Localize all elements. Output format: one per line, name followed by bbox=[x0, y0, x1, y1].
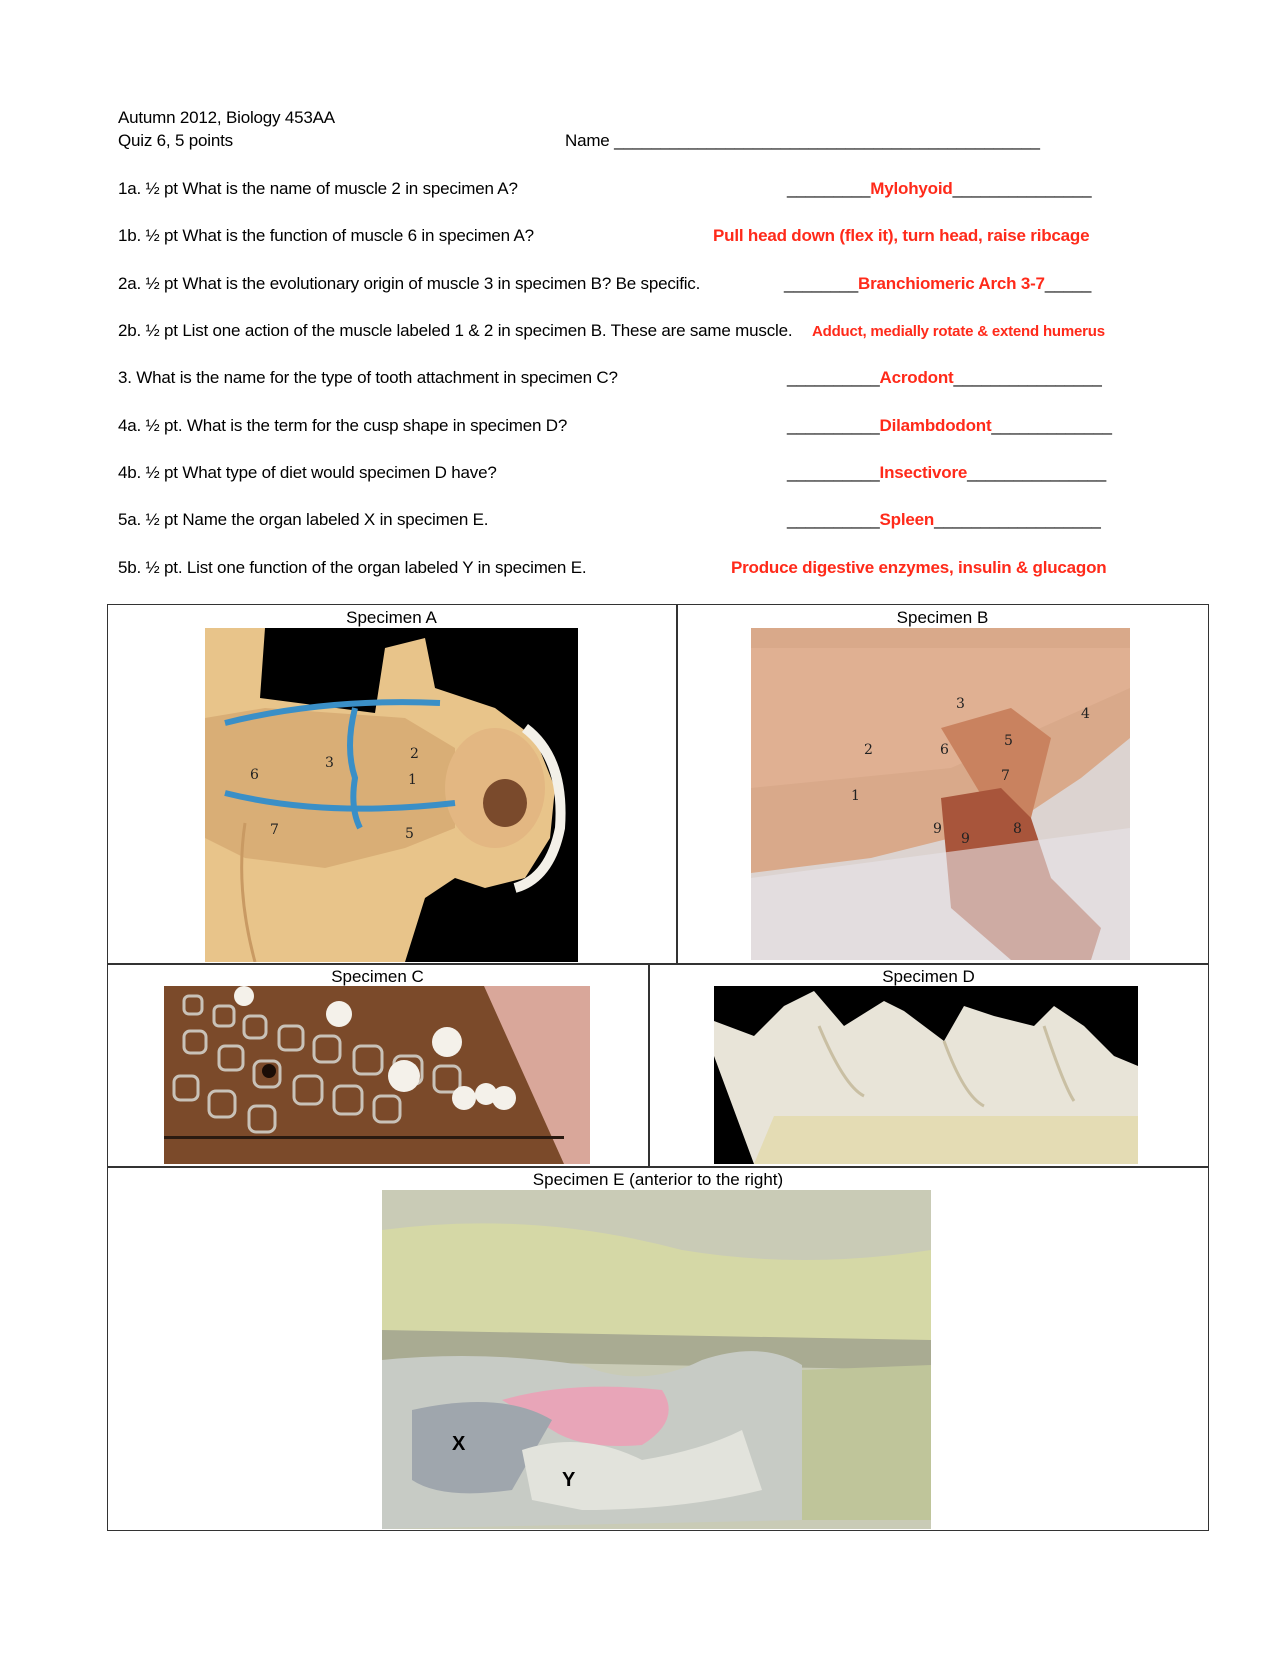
answer-2b: Adduct, medially rotate & extend humerus bbox=[812, 323, 1105, 340]
label-b-3: 3 bbox=[956, 696, 965, 712]
specimen-b-caption: Specimen B bbox=[896, 608, 989, 627]
abdominal-organs-illustration bbox=[382, 1190, 931, 1529]
answer-1b: Pull head down (flex it), turn head, raise ribcage bbox=[713, 226, 1090, 245]
answer-1a: _________Mylohyoid_______________ bbox=[787, 179, 1092, 198]
question-2b: 2b. ½ pt List one action of the muscle labeled 1 & 2 in specimen B. These are same muscle. bbox=[118, 321, 793, 340]
cat-shoulder-illustration bbox=[751, 628, 1130, 960]
question-3: 3. What is the name for the type of tooth attachment in specimen C? bbox=[118, 368, 618, 387]
jaw-teeth-illustration bbox=[164, 986, 590, 1164]
answer-4b: __________Insectivore_______________ bbox=[787, 463, 1106, 482]
question-5a: 5a. ½ pt Name the organ labeled X in specimen E. bbox=[118, 510, 489, 529]
answer-4a: __________Dilambdodont_____________ bbox=[787, 416, 1112, 435]
divider bbox=[648, 963, 650, 1168]
label-b-5: 5 bbox=[1004, 733, 1013, 749]
answer-5a: __________Spleen__________________ bbox=[787, 510, 1101, 529]
label-a-2: 2 bbox=[410, 746, 419, 762]
specimen-d-photo bbox=[714, 986, 1138, 1164]
specimen-e-caption: Specimen E (anterior to the right) bbox=[532, 1170, 784, 1189]
specimen-d-caption: Specimen D bbox=[882, 967, 975, 986]
specimen-c-photo bbox=[164, 986, 590, 1164]
question-5b: 5b. ½ pt. List one function of the organ labeled Y in specimen E. bbox=[118, 558, 587, 577]
quiz-title: Quiz 6, 5 points bbox=[118, 131, 233, 150]
answer-3: __________Acrodont________________ bbox=[787, 368, 1102, 387]
label-b-4: 4 bbox=[1081, 706, 1090, 722]
answer-2a: ________Branchiomeric Arch 3-7_____ bbox=[784, 274, 1092, 293]
label-b-9: 9 bbox=[933, 821, 942, 837]
specimen-b-photo bbox=[751, 628, 1130, 960]
specimen-e-photo bbox=[382, 1190, 931, 1529]
label-b-6: 6 bbox=[940, 742, 949, 758]
question-1a: 1a. ½ pt What is the name of muscle 2 in specimen A? bbox=[118, 179, 518, 198]
specimen-a-photo bbox=[205, 628, 578, 962]
molar-cusps-illustration bbox=[714, 986, 1138, 1164]
label-b-2: 2 bbox=[864, 742, 873, 758]
specimen-a-caption: Specimen A bbox=[346, 608, 437, 627]
label-a-1: 1 bbox=[408, 772, 417, 788]
label-e-y: Y bbox=[562, 1469, 576, 1491]
label-b-1: 1 bbox=[851, 788, 860, 804]
question-4a: 4a. ½ pt. What is the term for the cusp shape in specimen D? bbox=[118, 416, 568, 435]
specimen-c-caption: Specimen C bbox=[331, 967, 424, 986]
divider bbox=[676, 604, 678, 965]
label-a-3: 3 bbox=[325, 755, 334, 771]
label-e-x: X bbox=[452, 1433, 466, 1455]
name-field[interactable]: Name ______________________________________________ bbox=[565, 131, 1040, 150]
label-a-7: 7 bbox=[270, 822, 279, 838]
question-2a: 2a. ½ pt What is the evolutionary origin of muscle 3 in specimen B? Be specific. bbox=[118, 274, 701, 293]
label-b-8: 8 bbox=[1013, 821, 1022, 837]
question-4b: 4b. ½ pt What type of diet would specimen D have? bbox=[118, 463, 497, 482]
label-b-9: 9 bbox=[961, 831, 970, 847]
label-a-6: 6 bbox=[250, 767, 259, 783]
label-a-5: 5 bbox=[405, 826, 414, 842]
cat-head-ventral-illustration bbox=[205, 628, 578, 962]
question-1b: 1b. ½ pt What is the function of muscle 6 in specimen A? bbox=[118, 226, 534, 245]
label-b-7: 7 bbox=[1001, 768, 1010, 784]
answer-5b: Produce digestive enzymes, insulin & glucagon bbox=[731, 558, 1107, 577]
course-title: Autumn 2012, Biology 453AA bbox=[118, 108, 335, 127]
